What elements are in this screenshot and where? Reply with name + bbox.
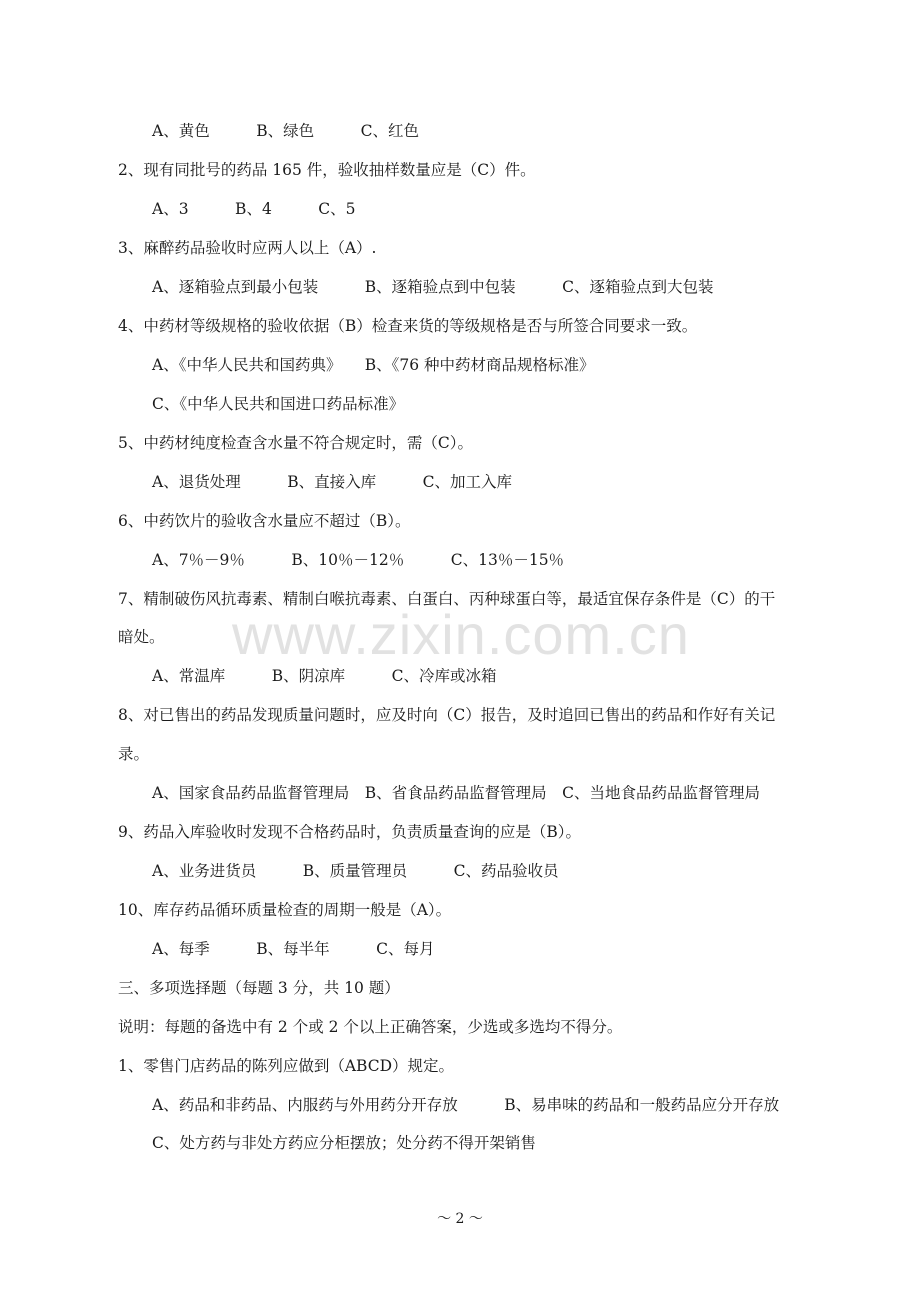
q3-options: A、逐箱验点到最小包装 B、逐箱验点到中包装 C、逐箱验点到大包装: [152, 278, 714, 296]
q4-options-ab: A、《中华人民共和国药典》 B、《76 种中药材商品规格标准》: [152, 356, 595, 374]
q8-options: A、国家食品药品监督管理局 B、省食品药品监督管理局 C、当地食品药品监督管理局: [152, 784, 760, 802]
question-3: 3、麻醉药品验收时应两人以上（A）.: [118, 239, 377, 257]
mc-q1-options-ab: A、药品和非药品、内服药与外用药分开存放 B、易串味的药品和一般药品应分开存放: [152, 1096, 780, 1114]
q10-options: A、每季 B、每半年 C、每月: [152, 940, 435, 958]
question-9: 9、药品入库验收时发现不合格药品时，负责质量查询的应是（B）。: [118, 823, 582, 841]
q9-options: A、业务进货员 B、质量管理员 C、药品验收员: [152, 862, 559, 880]
q1-options: A、黄色 B、绿色 C、红色: [152, 122, 419, 140]
section-heading: 三、多项选择题（每题 3 分，共 10 题）: [118, 979, 400, 997]
q7-options: A、常温库 B、阴凉库 C、冷库或冰箱: [152, 667, 497, 685]
q6-options: A、7％－9％ B、10％－12％ C、13％－15％: [152, 551, 565, 569]
watermark: www.zixin.com.cn: [232, 603, 690, 666]
q5-options: A、退货处理 B、直接入库 C、加工入库: [152, 473, 512, 491]
question-7: 7、精制破伤风抗毒素、精制白喉抗毒素、白蛋白、丙种球蛋白等，最适宜保存条件是（C）的干: [118, 590, 776, 608]
mc-q1-option-c: C、处方药与非处方药应分柜摆放；处分药不得开架销售: [152, 1134, 536, 1152]
page-number: ～ 2 ～: [437, 1211, 483, 1227]
mc-question-1: 1、零售门店药品的陈列应做到（ABCD）规定。: [118, 1057, 455, 1075]
question-6: 6、中药饮片的验收含水量应不超过（B）。: [118, 512, 411, 530]
question-5: 5、中药材纯度检查含水量不符合规定时，需（C）。: [118, 434, 473, 452]
question-4: 4、中药材等级规格的验收依据（B）检查来货的等级规格是否与所签合同要求一致。: [118, 317, 698, 335]
question-8-cont: 录。: [118, 745, 150, 763]
question-10: 10、库存药品循环质量检查的周期一般是（A）。: [118, 901, 452, 919]
question-7-cont: 暗处。: [118, 628, 165, 646]
q4-option-c: C、《中华人民共和国进口药品标准》: [152, 395, 405, 413]
section-note: 说明：每题的备选中有 2 个或 2 个以上正确答案，少选或多选均不得分。: [118, 1018, 623, 1036]
question-2: 2、现有同批号的药品 165 件，验收抽样数量应是（C）件。: [118, 161, 536, 179]
question-8: 8、对已售出的药品发现质量问题时，应及时向（C）报告，及时追回已售出的药品和作好有关记: [118, 706, 776, 724]
q2-options: A、3 B、4 C、5: [152, 200, 356, 218]
